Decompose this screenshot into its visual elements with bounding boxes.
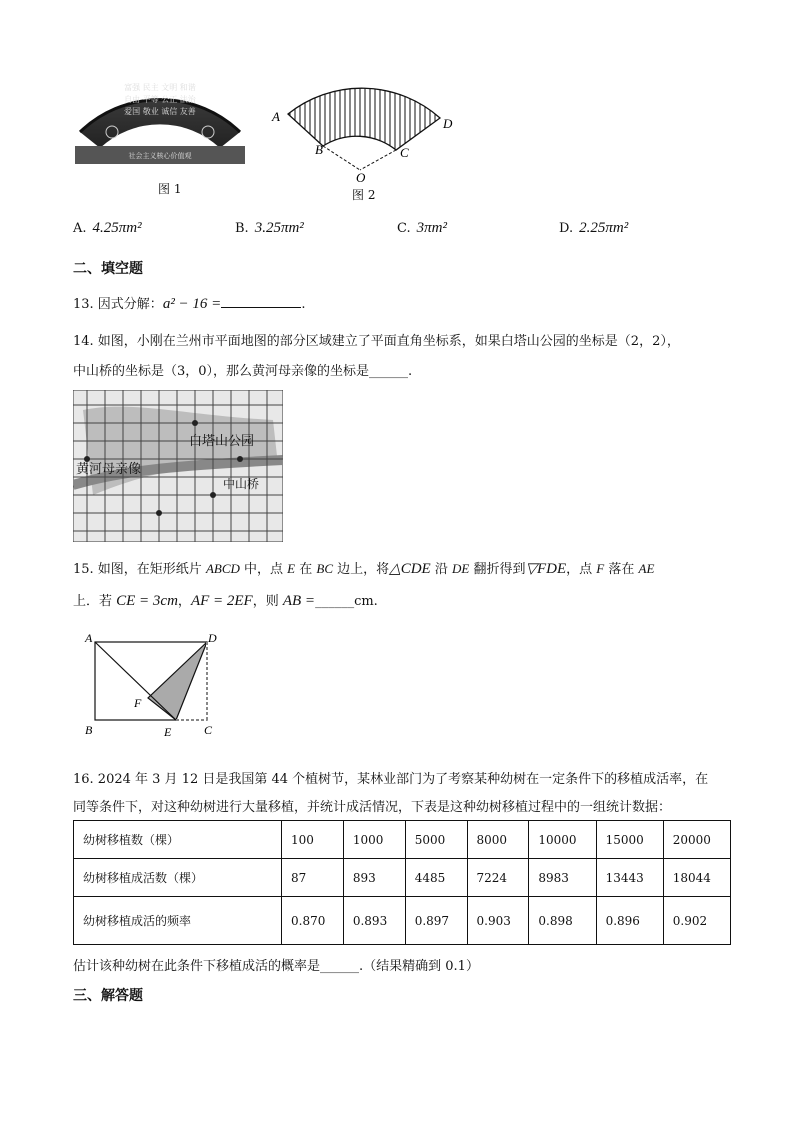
question-16-tail: 估计该种幼树在此条件下移植成活的概率是______.（结果精确到 0.1） [73,959,479,974]
table-cell: 18044 [663,859,730,897]
option-c: C. 3πm² [397,220,447,236]
question-16-line-2: 同等条件下，对这种幼树进行大量移植，并统计成活情况，下表是这种幼树移植过程中的一组统计数据： [73,800,672,815]
option-d: D. 2.25πm² [559,220,629,236]
table-cell: 0.902 [663,897,730,945]
table-cell: 8983 [529,859,596,897]
fig2-label-d: D [443,116,453,131]
fan-text-2: 自由 平等 公正 法治 [124,95,196,104]
table-cell: 893 [343,859,405,897]
table-cell: 15000 [596,821,663,859]
row-label: 幼树移植成活的频率 [74,897,282,945]
rectangle-fold-diagram [80,628,230,740]
option-a: A. 4.25πm² [73,220,142,236]
fig15-label-e: E [164,725,172,739]
row-label: 幼树移植成活数（棵） [74,859,282,897]
table-cell: 1000 [343,821,405,859]
fig15-label-a: A [85,631,93,645]
section-3-title: 三、解答题 [73,988,143,1004]
table-cell: 7224 [467,859,529,897]
table-cell: 4485 [405,859,467,897]
fig15-label-f: F [134,696,142,710]
table-cell: 0.870 [282,897,344,945]
table-row [74,897,731,945]
fig15-label-b: B [85,723,93,737]
table-cell: 0.903 [467,897,529,945]
table-row [74,859,731,897]
question-13: 13. 因式分解：a² − 16 = . [73,296,306,312]
city-map-image [73,390,283,542]
table-cell: 0.898 [529,897,596,945]
question-14-line-1: 14. 如图，小刚在兰州市平面地图的部分区域建立了平面直角坐标系，如果白塔山公园的坐标是（2，2）， [73,334,680,349]
fan-text-1: 富强 民主 文明 和谐 [124,83,196,92]
table-cell: 100 [282,821,344,859]
section-2-title: 二、填空题 [73,261,143,277]
fig2-label-c: C [400,145,409,160]
map-label-zhongshanqiao: 中山桥 [223,477,260,491]
map-label-huanghe: 黄河母亲像 [76,462,142,477]
question-16-line-1: 16. 2024 年 3 月 12 日是我国第 44 个植树节，某林业部门为了考察某种幼树在一定条件下的移植成活率，在 [73,772,709,787]
table-cell: 8000 [467,821,529,859]
fig15-label-d: D [208,631,217,645]
row-label: 幼树移植数（棵） [74,821,282,859]
table-cell: 13443 [596,859,663,897]
transplant-stats-table [73,820,731,945]
fig2-label-b: B [315,142,323,157]
fan-text-4: 社会主义核心价值观 [128,152,192,160]
annular-sector-diagram [268,70,468,185]
table-cell: 87 [282,859,344,897]
question-15-line-1: 15. 如图，在矩形纸片 ABCD 中，点 E 在 BC 边上，将△CDE 沿 DE 翻折得到▽FDE，点 F 落在 AE [73,561,655,577]
table-cell: 0.896 [596,897,663,945]
fan-text-3: 爱国 敬业 诚信 友善 [124,107,196,116]
fig2-label-o: O [356,170,366,185]
fig15-label-c: C [204,723,213,737]
figure-2 [268,70,468,185]
question-14-line-2: 中山桥的坐标是（3，0），那么黄河母亲像的坐标是______. [73,364,413,379]
fig2-label-a: A [272,109,280,124]
option-b: B. 3.25πm² [235,220,304,236]
figure-1 [70,70,250,180]
fan-photo-image [70,70,250,180]
map-label-baitashan: 白塔山公园 [189,434,255,449]
table-row [74,821,731,859]
table-cell: 0.893 [343,897,405,945]
table-cell: 5000 [405,821,467,859]
table-cell: 0.897 [405,897,467,945]
table-cell: 10000 [529,821,596,859]
question-15-line-2: 上．若 CE = 3cm，AF = 2EF，则 AB =______cm. [73,593,378,609]
figure-2-caption: 图 2 [352,188,376,202]
figure-1-caption: 图 1 [158,182,182,196]
table-cell: 20000 [663,821,730,859]
